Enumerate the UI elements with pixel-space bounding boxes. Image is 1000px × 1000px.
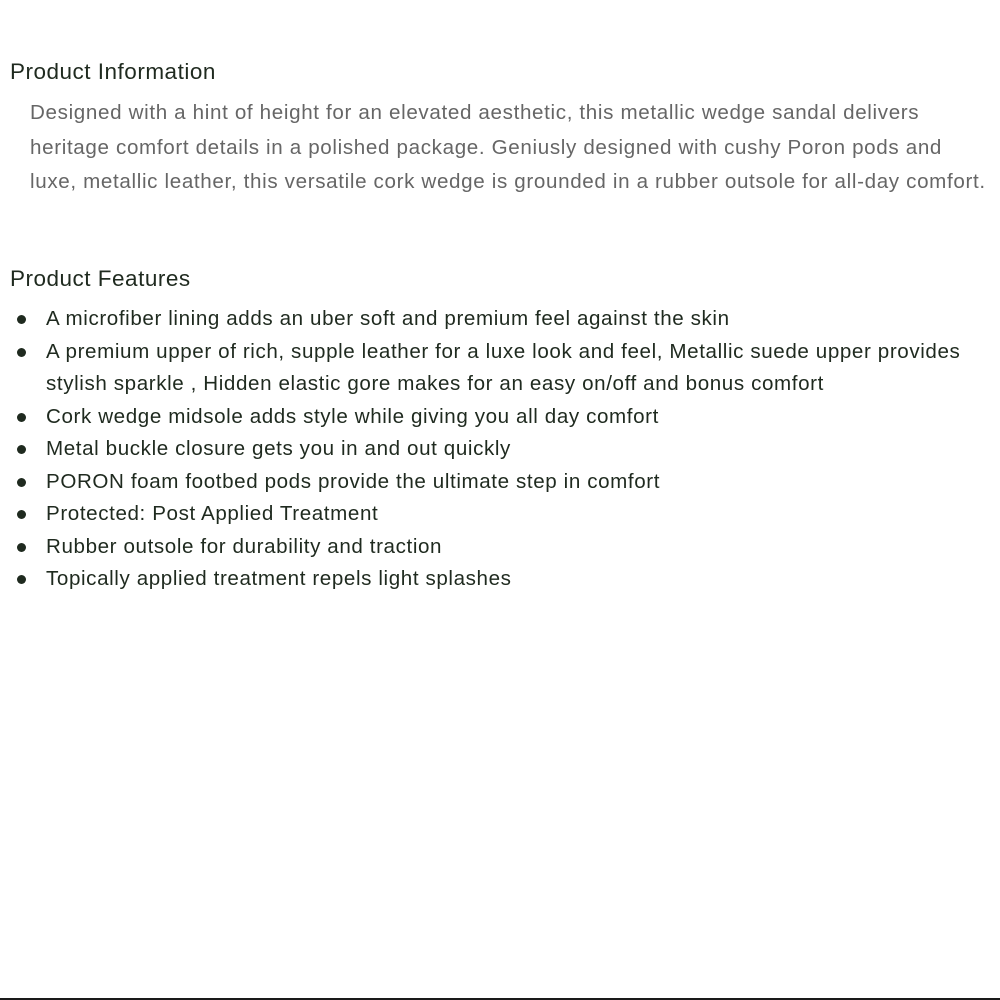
feature-list-item	[0, 466, 1000, 499]
product-information-description: Designed with a hint of height for an elevated aesthetic, this metallic wedge sandal delivers heritage comfort details in a polished package. Geniusly designed with cushy Poron pods and luxe, metallic leather, this versatile cork wedge is grounded in a rubber outsole for all-day comfort.	[30, 101, 986, 193]
feature-text: PORON foam footbed pods provide the ultimate step in comfort	[46, 469, 661, 493]
feature-text: Rubber outsole for durability and traction	[46, 534, 443, 558]
feature-text: Topically applied treatment repels light splashes	[46, 567, 512, 590]
bullet-icon	[17, 348, 26, 357]
feature-list-item	[0, 563, 1000, 596]
feature-list-item	[0, 531, 1000, 564]
product-features-list	[0, 303, 1000, 596]
bullet-icon	[17, 543, 26, 552]
product-features-heading: Product Features	[10, 266, 191, 291]
bullet-icon	[17, 315, 26, 324]
feature-list-item	[0, 498, 1000, 531]
feature-list-item	[0, 303, 1000, 336]
feature-text: Cork wedge midsole adds style while giving you all day comfort	[46, 404, 659, 428]
bullet-icon	[17, 478, 26, 487]
bullet-icon	[17, 413, 26, 422]
feature-list-item	[0, 336, 1000, 401]
feature-text: A microfiber lining adds an uber soft and premium feel against the skin	[46, 307, 730, 330]
bullet-icon	[17, 445, 26, 454]
feature-text: A premium upper of rich, supple leather for a luxe look and feel, Metallic suede upper provides stylish sparkle , Hidden elastic gore makes for an easy on/off and bonus comfort	[46, 339, 961, 395]
feature-list-item	[0, 401, 1000, 434]
feature-text: Metal buckle closure gets you in and out quickly	[46, 437, 511, 460]
feature-text: Protected: Post Applied Treatment	[46, 502, 379, 525]
feature-list-item	[0, 433, 1000, 466]
bullet-icon	[17, 510, 26, 519]
bullet-icon	[17, 575, 26, 584]
product-information-heading: Product Information	[10, 59, 216, 84]
